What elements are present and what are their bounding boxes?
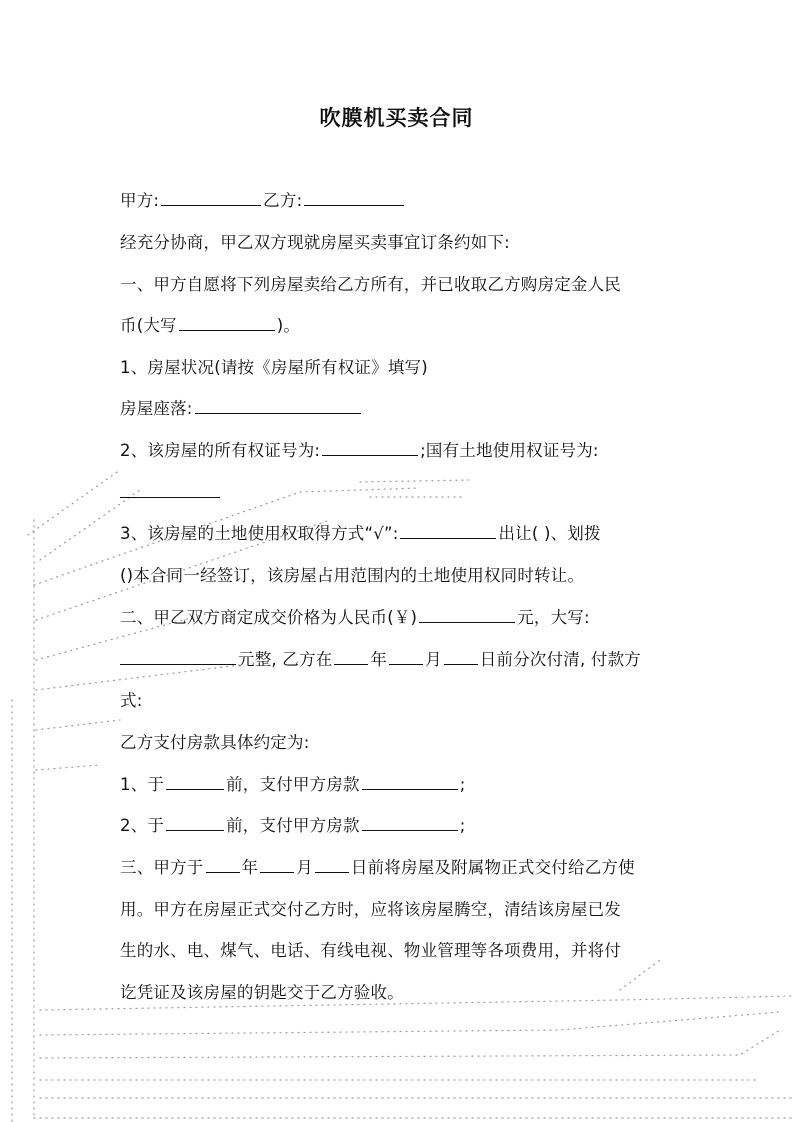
payment-before-label: 元整, 乙方在 bbox=[238, 650, 333, 669]
delivery-year-label: 年 bbox=[241, 858, 259, 877]
delivery-month-blank[interactable] bbox=[260, 855, 294, 873]
land-method-line bbox=[120, 521, 601, 547]
land-method-options: 出让( )、划拨 bbox=[498, 524, 601, 543]
payment-item-1-mid: 前，支付甲方房款 bbox=[226, 775, 360, 794]
price-words-line bbox=[120, 647, 641, 673]
price-amount-blank[interactable] bbox=[419, 605, 515, 623]
clause3-line3: 生的水、电、煤气、电话、有线电视、物业管理等各项费用，并将付 bbox=[120, 941, 621, 960]
payment-item-2-date-blank[interactable] bbox=[166, 813, 224, 831]
delivery-day-blank[interactable] bbox=[315, 855, 349, 873]
month-label: 月 bbox=[425, 650, 442, 669]
party-a-label: 甲方: bbox=[120, 191, 160, 210]
payment-month-blank[interactable] bbox=[389, 647, 423, 665]
payment-heading: 乙方支付房款具体约定为: bbox=[120, 733, 310, 752]
location-label: 房屋座落: bbox=[120, 399, 193, 418]
payment-item-2-label: 2、于 bbox=[120, 816, 165, 835]
payment-item-2-amount-blank[interactable] bbox=[362, 813, 458, 831]
location-line bbox=[120, 396, 363, 422]
ownership-cert-blank[interactable] bbox=[322, 438, 418, 456]
payment-item-1 bbox=[120, 772, 465, 798]
deposit-amount-blank[interactable] bbox=[179, 313, 275, 331]
delivery-label: 三、甲方于 bbox=[120, 858, 204, 877]
year-label: 年 bbox=[370, 650, 388, 669]
deposit-close: )。 bbox=[276, 316, 301, 335]
payment-year-blank[interactable] bbox=[334, 647, 368, 665]
payment-method-label: 日前分次付清, 付款方 bbox=[479, 650, 641, 669]
payment-item-1-label: 1、于 bbox=[120, 775, 165, 794]
certificate-line bbox=[120, 438, 599, 464]
payment-day-blank[interactable] bbox=[444, 647, 478, 665]
party-b-label: 乙方: bbox=[263, 191, 303, 210]
payment-item-1-date-blank[interactable] bbox=[166, 772, 224, 790]
land-cert-label: ;国有土地使用权证号为: bbox=[420, 441, 599, 460]
payment-item-1-end: ; bbox=[459, 775, 466, 794]
intro-text: 经充分协商，甲乙双方现就房屋买卖事宜订条约如下: bbox=[120, 233, 510, 252]
party-b-blank[interactable] bbox=[304, 188, 404, 206]
clause1-line2 bbox=[120, 313, 300, 339]
clause3-line4: 讫凭证及该房屋的钥匙交于乙方验收。 bbox=[120, 983, 404, 1002]
price-line bbox=[120, 605, 590, 631]
land-method-blank[interactable] bbox=[400, 521, 496, 539]
delivery-year-blank[interactable] bbox=[206, 855, 240, 873]
parties-line bbox=[120, 188, 406, 214]
clause3-line1 bbox=[120, 855, 635, 881]
payment-item-2-end: ; bbox=[459, 816, 466, 835]
land-transfer-line: ()本合同一经签订，该房屋占用范围内的土地使用权同时转让。 bbox=[120, 566, 585, 585]
price-words-label: 元，大写: bbox=[517, 608, 590, 627]
ownership-cert-label: 2、该房屋的所有权证号为: bbox=[120, 441, 321, 460]
deposit-label: 币(大写 bbox=[120, 316, 177, 335]
clause3-line2: 用。甲方在房屋正式交付乙方时，应将该房屋腾空，清结该房屋已发 bbox=[120, 900, 621, 919]
delivery-month-label: 月 bbox=[296, 858, 313, 877]
payment-method-line: 式: bbox=[120, 691, 143, 710]
payment-item-2-mid: 前，支付甲方房款 bbox=[226, 816, 360, 835]
land-method-label: 3、该房屋的土地使用权取得方式“√”: bbox=[120, 524, 399, 543]
house-status-line: 1、房屋状况(请按《房屋所有权证》填写) bbox=[120, 358, 428, 377]
payment-item-2 bbox=[120, 813, 465, 839]
land-cert-blank[interactable] bbox=[120, 480, 220, 498]
contract-title: 吹膜机买卖合同 bbox=[319, 106, 474, 130]
party-a-blank[interactable] bbox=[161, 188, 261, 206]
price-label: 二、甲乙双方商定成交价格为人民币(￥) bbox=[120, 608, 418, 627]
payment-item-1-amount-blank[interactable] bbox=[362, 772, 458, 790]
delivery-text: 日前将房屋及附属物正式交付给乙方使 bbox=[350, 858, 635, 877]
land-cert-line bbox=[120, 480, 222, 506]
location-blank[interactable] bbox=[195, 396, 361, 414]
clause1-line1: 一、甲方自愿将下列房屋卖给乙方所有，并已收取乙方购房定金人民 bbox=[120, 275, 621, 294]
price-words-blank[interactable] bbox=[120, 647, 236, 665]
